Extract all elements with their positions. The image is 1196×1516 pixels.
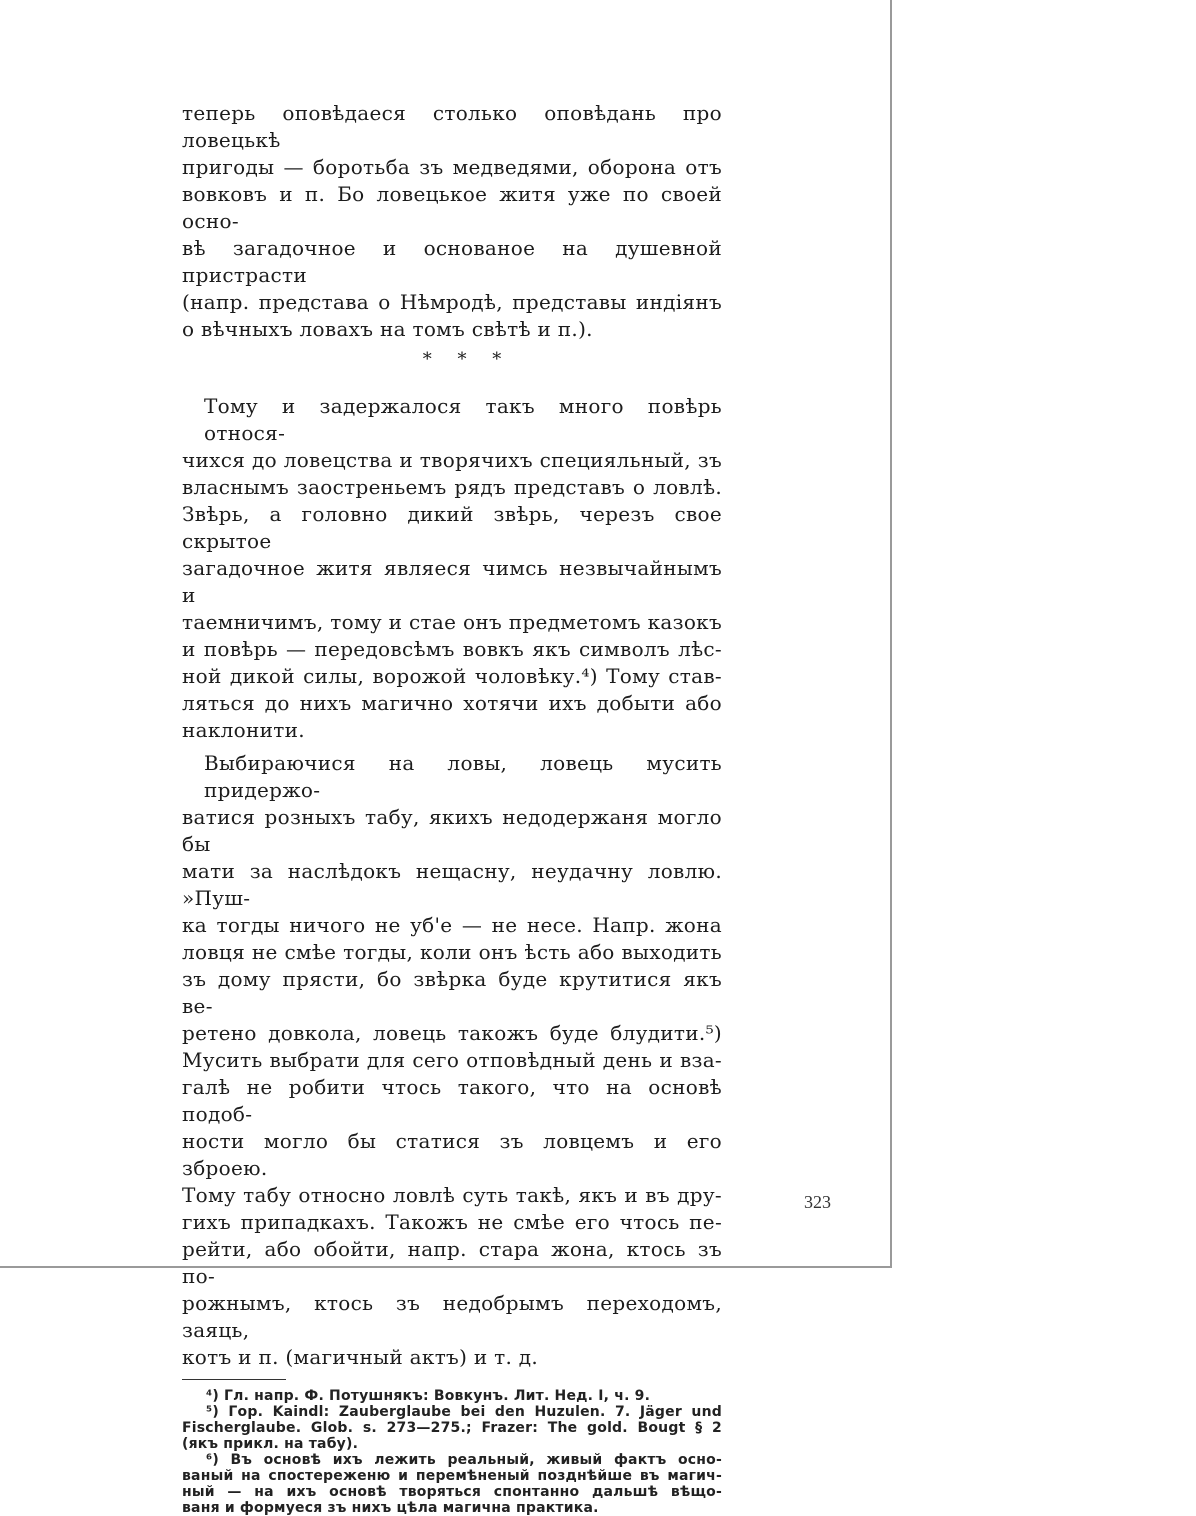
footnote-rule <box>182 1379 286 1380</box>
text-line: ной дикой силы, ворожой чоловѣку.⁴) Тому став- <box>182 664 722 688</box>
text-line: галѣ не робити чтось такого, что на основѣ подоб- <box>182 1075 722 1126</box>
footnote-line: ный — на ихъ основѣ творяться спонтанно дальшѣ вѣщо- <box>182 1484 722 1500</box>
text-line: Мусить выбрати для сего отповѣдный день и взa- <box>182 1048 722 1072</box>
text-line: гихъ припадкахъ. Такожъ не смѣе его чтось пе- <box>182 1210 722 1234</box>
footnote-line: Fischerglaube. Glob. s. 273—275.; Frazer: The gold. Bougt § 2 <box>182 1420 722 1436</box>
text-line: ватися розныхъ табу, якихъ недодержаня могло бы <box>182 805 722 856</box>
text-line: зъ дому прясти, бо звѣрка буде крутитися якъ ве- <box>182 967 722 1018</box>
paragraph-3 <box>182 750 722 1371</box>
footnote-line: ваный на спостереженю и перемѣненый позднѣйше въ магич- <box>182 1468 722 1484</box>
text-line: (напр. представа о Нѣмродѣ, представы индіянъ <box>182 290 722 314</box>
text-line: ности могло бы статися зъ ловцемъ и его зброею. <box>182 1129 722 1180</box>
text-line: ляться до нихъ магично хотячи ихъ добыти або <box>182 691 722 715</box>
page-number: 323 <box>804 1192 831 1212</box>
footnotes <box>182 1388 722 1516</box>
text-line: мати за наслѣдокъ нещасну, неудачну ловлю. »Пуш- <box>182 859 722 910</box>
text-line: загадочное житя являеся чимсь незвычайнымъ и <box>182 556 722 607</box>
text-line: Тому табу относно ловлѣ суть такѣ, якъ и въ дру- <box>182 1183 722 1207</box>
footnote-line: ⁵) Гор. Kaindl: Zauberglaube bei den Huzulen. 7. Jäger und <box>206 1404 722 1420</box>
text-line: и повѣрь — передовсѣмъ вовкъ якъ символъ лѣс- <box>182 637 722 661</box>
paragraph-2 <box>182 393 722 744</box>
text-line: рожнымъ, ктось зъ недобрымъ переходомъ, заяць, <box>182 1291 722 1342</box>
main-text <box>182 100 722 1516</box>
section-separator: * * * <box>422 349 512 370</box>
footnote-line: ⁶) Въ основѣ ихъ лежить реальный, живый фактъ осно- <box>206 1452 722 1468</box>
text-line: ловця не смѣе тогды, коли онъ ѣсть або выходить <box>182 940 722 964</box>
footnote-line: (якъ прикл. на табу). <box>182 1436 359 1452</box>
text-line: рейти, або обойти, напр. стара жона, ктось зъ по- <box>182 1237 722 1288</box>
text-line: Звѣрь, а головно дикий звѣрь, черезъ свое скрытое <box>182 502 722 553</box>
text-line: власнымъ заостреньемъ рядъ представъ о ловлѣ. <box>182 475 722 499</box>
footnote-line: ваня и формуеся зъ нихъ цѣла магична практика. <box>182 1500 599 1516</box>
paragraph-1 <box>182 100 722 343</box>
text-line: ка тогды ничого не уб'е — не несе. Напр. жона <box>182 913 722 937</box>
text-line: Выбираючися на ловы, ловець мусить придержо- <box>204 751 722 802</box>
text-line: наклонити. <box>182 718 305 742</box>
text-line: пригоды — боротьба зъ медведями, оборона отъ <box>182 155 722 179</box>
text-line: чихся до ловецства и творячихъ специяльный, зъ <box>182 448 722 472</box>
text-line: теперь оповѣдаеся столько оповѣдань про ловецькѣ <box>182 101 722 152</box>
footnote-line: ⁴) Гл. напр. Ф. Потушнякъ: Вовкунъ. Лит. Нед. I, ч. 9. <box>206 1388 651 1404</box>
text-line: вовковъ и п. Бо ловецькое житя уже по своей осно- <box>182 182 722 233</box>
text-line: котъ и п. (магичный актъ) и т. д. <box>182 1345 539 1369</box>
text-line: Тому и задержалося такъ много повѣрь относя- <box>204 394 722 445</box>
text-line: вѣ загадочное и основаное на душевной пристрасти <box>182 236 722 287</box>
text-line: о вѣчныхъ ловахъ на томъ свѣтѣ и п.). <box>182 317 593 341</box>
text-line: таемничимъ, тому и стае онъ предметомъ казокъ <box>182 610 722 634</box>
text-line: ретено довкола, ловець такожъ буде блудити.⁵) <box>182 1021 722 1045</box>
